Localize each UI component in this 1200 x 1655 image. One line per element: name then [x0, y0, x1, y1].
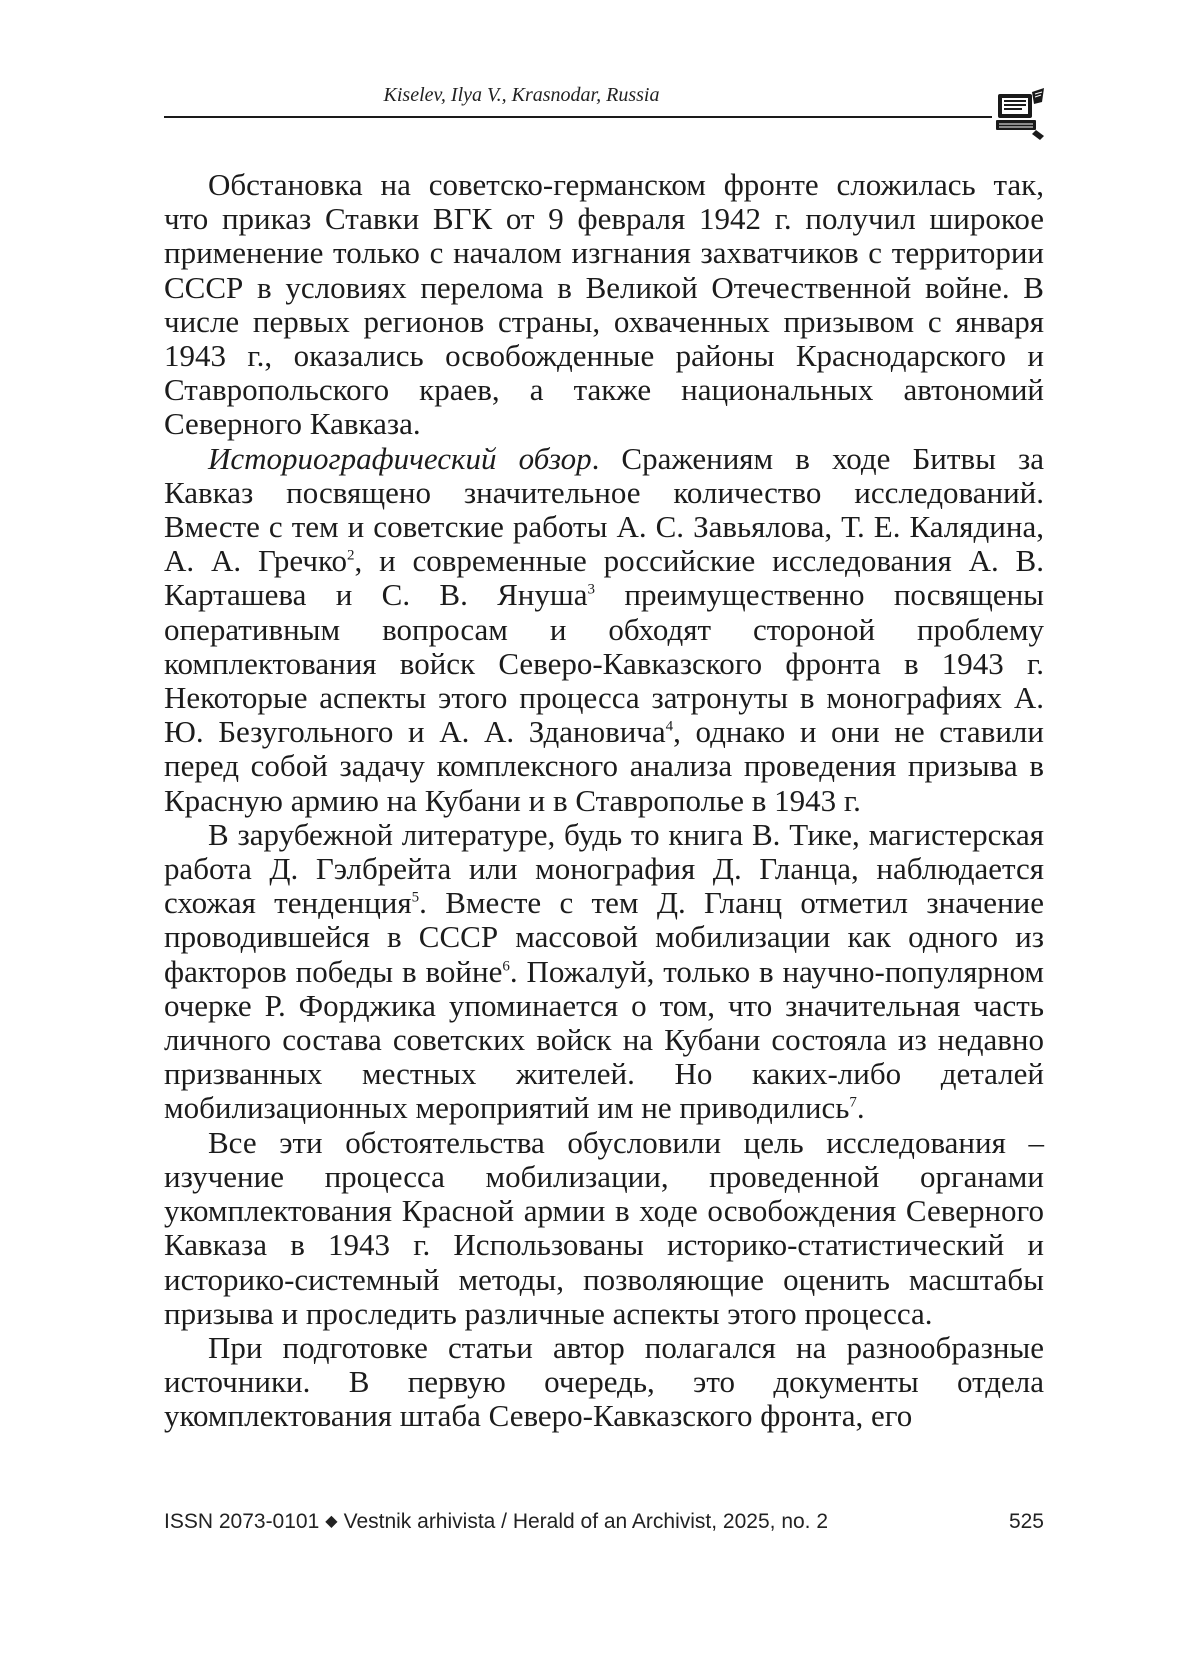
footnote-ref[interactable]: 6: [502, 958, 510, 975]
issn: ISSN 2073-0101: [164, 1510, 320, 1533]
diamond-icon: ◆: [325, 1513, 338, 1530]
body-paragraph: [164, 1331, 1044, 1434]
text-run: Все эти обстоятельства обусловили цель исследования – изучение процесса мобилизации, проведенной органами укомплектования Красной армии в ходе освобождения Северного Кавказа в 1943 г. Использованы историко-статистический и историко-системный методы, позволяющие оценить масштабы призыва и проследить различные аспекты этого процесса.: [164, 1124, 1044, 1331]
running-title: Kiselev, Ilya V., Krasnodar, Russia: [383, 84, 660, 106]
page-number: 525: [1008, 1510, 1044, 1533]
footnote-ref[interactable]: 2: [346, 547, 355, 564]
footnote-ref[interactable]: 4: [665, 718, 674, 735]
text-run: преимущественно посвящены оперативным вопросам и обходят стороной проблему комплектования войск Северо-Кавказского фронта в 1943 г. Некоторые аспекты этого процесса затронуты в монографиях А. Ю. Безугольного и А. А. Здановича: [164, 577, 1044, 750]
text-run: В зарубежной литературе, будь то книга В. Тике, магистерская работа Д. Гэлбрейта или монография Д. Гланца, наблюдается схожая тенденция: [164, 816, 1044, 921]
text-run: .: [856, 1090, 865, 1126]
footnote-ref[interactable]: 7: [849, 1095, 857, 1112]
header-rule: [164, 116, 992, 118]
journal-citation: Vestnik arhivista / Herald of an Archivist, 2025, no. 2: [343, 1510, 829, 1533]
body-paragraph: [164, 1126, 1044, 1331]
text-run: Обстановка на советско-германском фронте сложилась так, что приказ Ставки ВГК от 9 февраля 1942 г. получил широкое применение только с началом изгнания захватчиков с территории СССР в условиях перелома в Великой Отечественной войне. В числе первых регионов страны, охваченных призывом с января 1943 г., оказались освобожденные районы Краснодарского и Ставропольского краев, а также национальных автономий Северного Кавказа.: [164, 167, 1044, 442]
archive-computer-icon: [992, 86, 1048, 142]
text-run: При подготовке статьи автор полагался на разнообразные источники. В первую очередь, это документы отдела укомплектования штаба Северо-Кавказского фронта, его: [164, 1329, 1044, 1434]
italic-lead-in: Историографический обзор: [208, 440, 592, 476]
text-run: . Вместе с тем Д. Гланц отметил значение проводившейся в СССР массовой мобилизации как одного из факторов победы в войне: [164, 885, 1045, 989]
footnote-ref[interactable]: 3: [587, 582, 596, 599]
text-run: , и современные российские исследования А. В. Карташева и С. В. Януша: [164, 543, 1044, 613]
text-run: . Пожалуй, только в научно-популярном очерке Р. Форджика упоминается о том, что значительная часть личного состава советских войск на Кубани состояла из недавно призванных местных жителей. Но каких-либо деталей мобилизационных мероприятий им не приводились: [164, 953, 1044, 1126]
body-paragraph: [164, 168, 1044, 442]
footnote-ref[interactable]: 5: [411, 889, 420, 906]
text-run: , однако и они не ставили перед собой задачу комплексного анализа проведения призыва в Красную армию на Кубани и в Ставрополье в 1943 г.: [164, 714, 1044, 818]
body-paragraph: [164, 818, 1044, 1126]
body-paragraph: [164, 442, 1044, 818]
footer-citation: [164, 1510, 828, 1534]
running-header: [164, 82, 1009, 118]
page-footer: [164, 1510, 1044, 1540]
article-body: [164, 168, 1044, 1434]
text-run: . Сражениям в ходе Битвы за Кавказ посвящено значительное количество исследований. Вместе с тем и советские работы А. С. Завьялова, Т. Е. Калядина, А. А. Гречко: [164, 440, 1044, 579]
